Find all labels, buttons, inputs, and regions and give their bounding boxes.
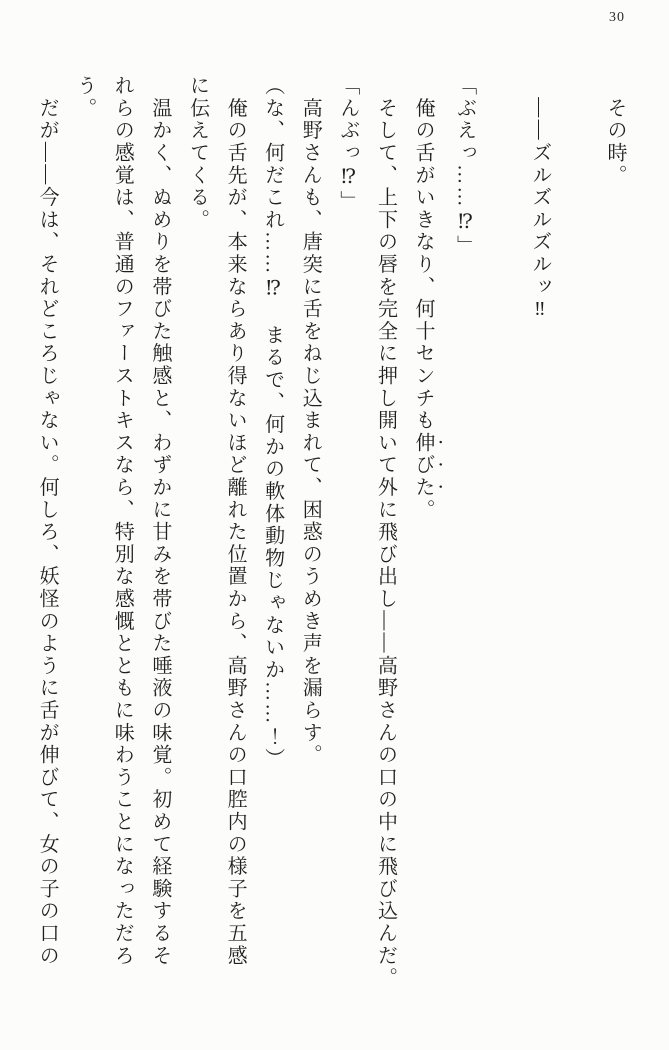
text-line <box>595 75 633 990</box>
blank-line <box>483 75 521 990</box>
text-run: その時。 <box>604 75 626 187</box>
text-line <box>65 75 178 990</box>
text-line <box>366 75 404 990</box>
vertical-text-block <box>31 75 633 990</box>
text-run <box>491 75 513 97</box>
text-run: れらの感覚は、普通のファーストキスなら、特別な感慨とともに味わうことになっただろ <box>111 75 134 967</box>
text-run: 俺の舌がいきなり、何十センチも <box>412 75 435 432</box>
blank-line <box>558 75 596 990</box>
text-run: ——ズルズルズルッ‼ <box>528 75 551 323</box>
page-number: 30 <box>609 10 625 25</box>
text-run: （な、何だこれ……⁉ まるで、何かの軟体動物じゃないか……！） <box>261 75 284 771</box>
text-run: 。 <box>412 498 435 522</box>
text-run <box>566 75 588 97</box>
text-run: 高野さんも、唐突に舌をねじ込まれて、困惑のうめき声を漏らす。 <box>299 75 322 767</box>
text-line <box>291 75 329 990</box>
text-line <box>328 75 366 990</box>
text-line <box>445 75 483 990</box>
emphasized-text-run: 伸びた <box>412 431 435 499</box>
text-run: 温かく、ぬめりを帯びた触感と、わずかに甘みを帯びた唾液の味覚。初めて経験するそ <box>148 75 171 967</box>
text-line <box>178 75 253 990</box>
text-run: に伝えてくる。 <box>186 75 209 232</box>
text-run: だが——今は、それどころじゃない。何しろ、妖怪のように舌が伸びて、女の子の口の <box>36 75 59 967</box>
text-line <box>520 75 558 990</box>
text-line <box>403 75 445 990</box>
text-run: う。 <box>73 75 96 120</box>
text-run: 俺の舌先が、本来ならあり得ないほど離れた位置から、高野さんの口腔内の様子を五感 <box>224 75 247 967</box>
text-run: 「ぶえっ……⁉」 <box>453 75 476 258</box>
text-line <box>28 75 66 990</box>
text-run: そして、上下の唇を完全に押し開いて外に飛び出し——高野さんの口の中に飛び込んだ。 <box>374 75 397 990</box>
text-run: 「んぶっ⁉」 <box>336 75 359 213</box>
text-line <box>253 75 291 990</box>
